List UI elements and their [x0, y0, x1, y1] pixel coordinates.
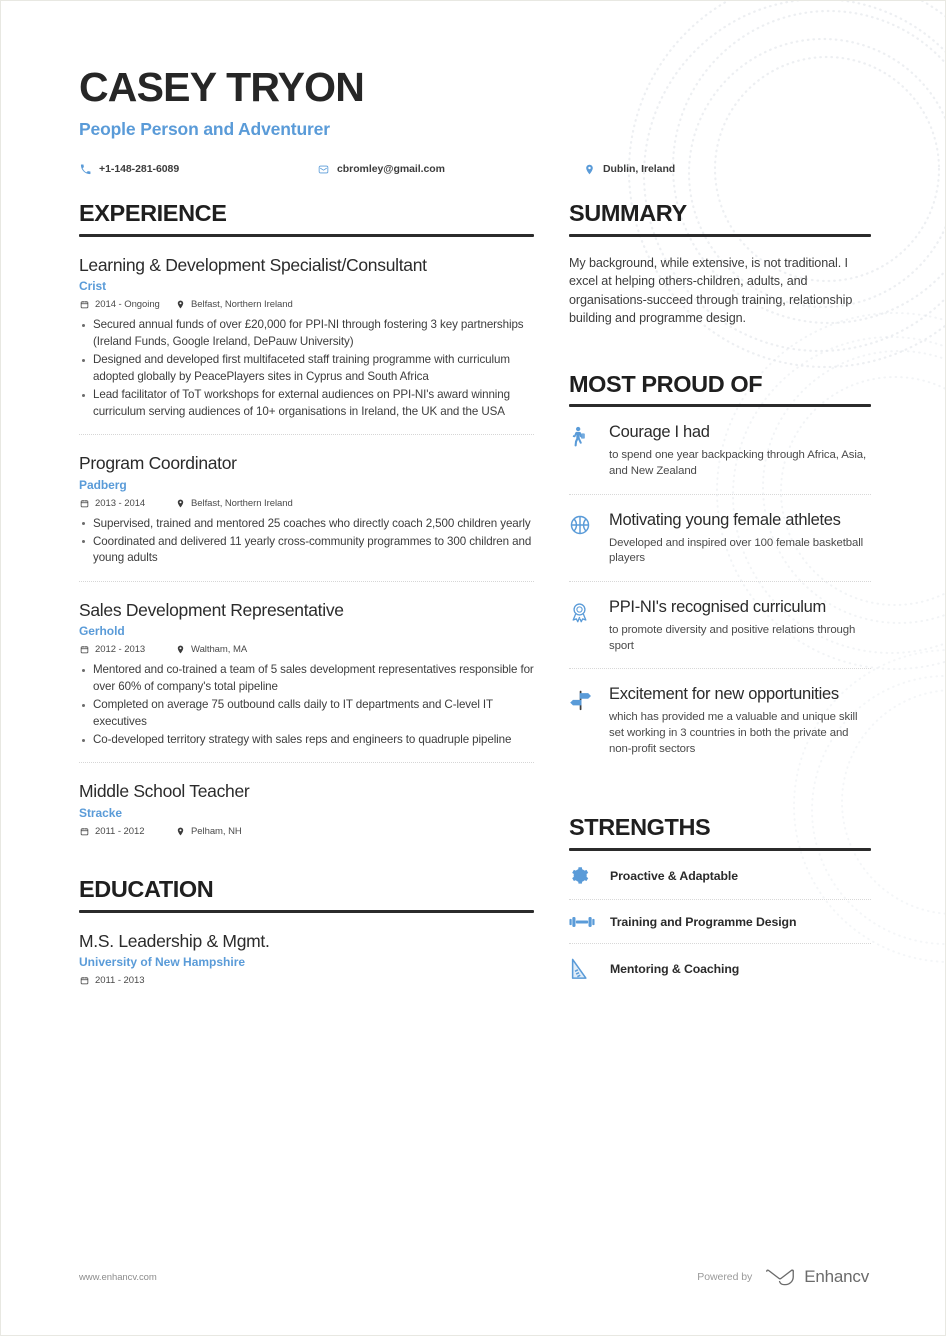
experience-entry	[79, 581, 534, 749]
basketball-icon	[569, 511, 609, 567]
section-education	[79, 877, 534, 986]
education-degree: M.S. Leadership & Mgmt.	[79, 930, 270, 951]
gear-icon	[569, 865, 610, 886]
section-title-strengths: STRENGTHS	[569, 814, 711, 841]
location-pin-icon	[175, 499, 186, 508]
experience-company: Gerhold	[79, 624, 125, 639]
experience-company: Stracke	[79, 805, 123, 820]
bullet-item: Mentored and co-trained a team of 5 sales development representatives responsible for over 60% of company's total pipeline	[79, 662, 534, 695]
hiker-backpacker-icon	[569, 423, 609, 479]
education-dates: 2011 - 2013	[95, 975, 145, 987]
right-column	[569, 201, 871, 993]
resume-header	[79, 65, 869, 175]
experience-company: Padberg	[79, 477, 127, 492]
award-ribbon-icon	[569, 598, 609, 654]
phone-icon	[79, 164, 92, 175]
experience-location-group	[175, 498, 293, 509]
enhancv-logo-icon	[765, 1268, 795, 1287]
experience-entry	[79, 762, 534, 836]
signpost-icon	[569, 685, 609, 757]
candidate-name: CASEY TRYON	[79, 64, 365, 110]
section-most-proud-of	[569, 372, 871, 772]
experience-dates-group	[79, 498, 175, 509]
experience-dates-group	[79, 644, 175, 655]
most-proud-body	[609, 511, 871, 567]
contact-location-value: Dublin, Ireland	[603, 163, 676, 176]
bullet-item: Coordinated and delivered 11 yearly cross-community programmes to 300 children and young adults	[79, 534, 534, 567]
most-proud-item	[569, 668, 871, 771]
summary-text: My background, while extensive, is not traditional. I excel at helping others-children, adults, and organisations-succeed through training, relationship building and programme design.	[569, 256, 853, 326]
location-pin-icon	[175, 827, 186, 836]
experience-location: Pelham, NH	[191, 825, 242, 837]
experience-location: Waltham, MA	[191, 644, 248, 656]
experience-meta	[79, 644, 534, 655]
location-pin-icon	[583, 164, 596, 175]
resume-footer	[79, 1267, 869, 1287]
experience-meta	[79, 299, 534, 310]
strength-label: Proactive & Adaptable	[610, 868, 738, 883]
section-strengths	[569, 815, 871, 993]
calendar-icon	[79, 976, 90, 985]
section-experience	[79, 201, 534, 837]
experience-dates: 2014 - Ongoing	[95, 299, 160, 311]
experience-meta	[79, 498, 534, 509]
education-dates-group	[79, 975, 175, 986]
most-proud-desc: to promote diversity and positive relations through sport	[609, 623, 856, 652]
section-title-education: EDUCATION	[79, 875, 214, 902]
most-proud-desc: Developed and inspired over 100 female basketball players	[609, 536, 864, 565]
experience-role: Middle School Teacher	[79, 781, 250, 802]
calendar-icon	[79, 827, 90, 836]
location-pin-icon	[175, 645, 186, 654]
experience-role: Sales Development Representative	[79, 599, 344, 620]
experience-location: Belfast, Northern Ireland	[191, 497, 293, 509]
experience-company: Crist	[79, 279, 107, 294]
bullet-item: Co-developed territory strategy with sales reps and engineers to quadruple pipeline	[79, 732, 534, 748]
bullet-item: Completed on average 75 outbound calls daily to IT departments and C-level IT executives	[79, 697, 534, 730]
experience-location-group	[175, 299, 293, 310]
education-school: University of New Hampshire	[79, 955, 246, 970]
experience-dates: 2013 - 2014	[95, 497, 146, 509]
experience-entry	[79, 237, 534, 420]
education-meta	[79, 975, 534, 986]
calendar-icon	[79, 300, 90, 309]
most-proud-title: Courage I had	[609, 423, 710, 442]
resume-columns	[79, 201, 869, 993]
calendar-icon	[79, 645, 90, 654]
candidate-headline: People Person and Adventurer	[79, 119, 330, 140]
most-proud-item	[569, 581, 871, 668]
experience-location: Belfast, Northern Ireland	[191, 299, 293, 311]
strength-label: Training and Programme Design	[610, 915, 797, 930]
location-pin-icon	[175, 300, 186, 309]
most-proud-body	[609, 598, 871, 654]
column-gap	[534, 201, 569, 993]
most-proud-desc: which has provided me a valuable and unique skill set working in 3 countries in both the private and non-profit sectors	[609, 711, 858, 755]
most-proud-desc: to spend one year backpacking through Africa, Asia, and New Zealand	[609, 449, 867, 477]
left-column	[79, 201, 534, 993]
contact-phone-value: +1-148-281-6089	[99, 163, 180, 176]
most-proud-body	[609, 423, 871, 479]
section-summary	[569, 201, 871, 327]
ruler-triangle-icon	[569, 958, 610, 980]
experience-bullets	[79, 317, 534, 420]
experience-location-group	[175, 826, 242, 837]
experience-location-group	[175, 644, 247, 655]
experience-bullets	[79, 662, 534, 748]
contact-email-value: cbromley@gmail.com	[337, 163, 445, 176]
section-title-summary: SUMMARY	[569, 200, 687, 227]
contact-phone[interactable]	[79, 163, 317, 175]
bullet-item: Supervised, trained and mentored 25 coaches who directly coach 2,500 children yearly	[79, 516, 534, 532]
most-proud-title: PPI-NI's recognised curriculum	[609, 597, 826, 616]
bullet-item: Lead facilitator of ToT workshops for external audiences on PPI-NI's award winning curriculum serving audiences of 10+ organisations in Ireland, the UK and the USA	[79, 387, 534, 420]
strength-item	[569, 943, 871, 993]
section-rule	[569, 234, 871, 237]
section-title-most-proud-of: MOST PROUD OF	[569, 370, 763, 397]
most-proud-title: Excitement for new opportunities	[609, 685, 839, 704]
most-proud-item	[569, 407, 871, 493]
experience-role: Learning & Development Specialist/Consultant	[79, 255, 427, 276]
contact-location[interactable]	[583, 163, 675, 175]
strength-label: Mentoring & Coaching	[610, 962, 740, 977]
footer-website-url[interactable]: www.enhancv.com	[79, 1271, 157, 1283]
strength-item	[569, 899, 871, 943]
footer-powered-by-label: Powered by	[697, 1271, 753, 1283]
most-proud-item	[569, 494, 871, 581]
dumbbell-icon	[569, 914, 610, 930]
section-title-experience: EXPERIENCE	[79, 200, 227, 227]
bullet-item: Designed and developed first multifaceted staff training programme with curriculum adopted globally by PeacePlayers sites in Cyprus and South Africa	[79, 352, 534, 385]
education-entry	[79, 913, 534, 986]
strength-item	[569, 851, 871, 899]
experience-dates-group	[79, 299, 175, 310]
resume-content	[1, 1, 945, 993]
experience-role: Program Coordinator	[79, 453, 237, 474]
experience-entry	[79, 434, 534, 567]
contact-row	[79, 163, 869, 175]
experience-dates: 2012 - 2013	[95, 644, 146, 656]
experience-dates-group	[79, 826, 175, 837]
calendar-icon	[79, 499, 90, 508]
footer-brand	[697, 1267, 869, 1287]
most-proud-title: Motivating young female athletes	[609, 510, 841, 529]
contact-email[interactable]	[317, 163, 583, 175]
most-proud-body	[609, 685, 871, 757]
experience-meta	[79, 826, 534, 837]
footer-brand-name: Enhancv	[804, 1267, 869, 1286]
bullet-item: Secured annual funds of over £20,000 for PPI-NI through fostering 3 key partnerships (Ireland Funds, Google Ireland, DePauw University)	[79, 317, 534, 350]
envelope-icon	[317, 164, 330, 175]
experience-bullets	[79, 516, 534, 567]
experience-dates: 2011 - 2012	[95, 825, 145, 837]
